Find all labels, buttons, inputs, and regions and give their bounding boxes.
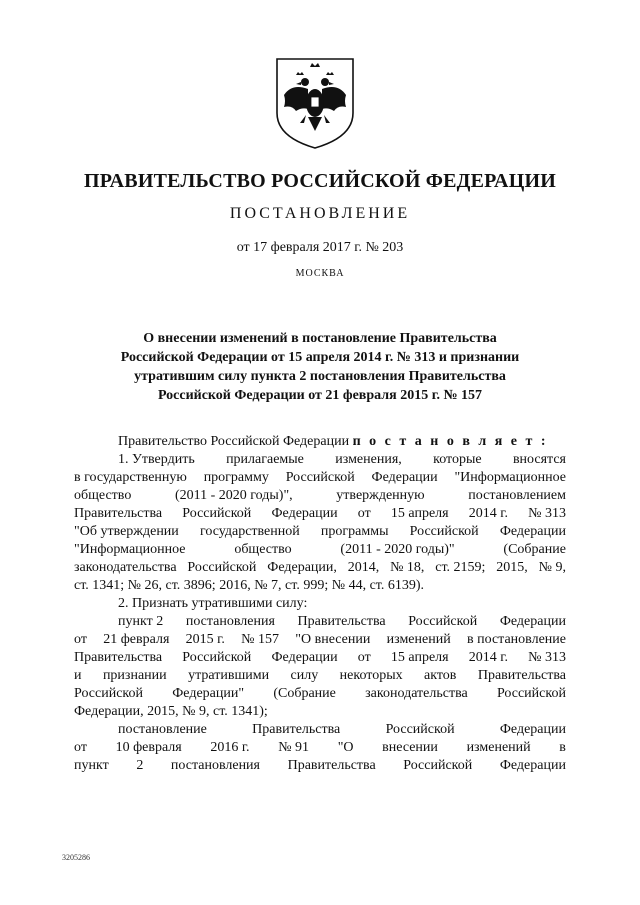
body-word: общество	[234, 542, 292, 557]
body-word: от	[357, 650, 371, 665]
body-word: постановление	[118, 722, 207, 737]
body-word: вносятся	[512, 452, 566, 467]
body-word: Российской	[182, 650, 252, 665]
body-word: Правительства	[74, 650, 163, 665]
body-word: постановлением	[468, 488, 566, 503]
body-word: утвержденную	[336, 488, 425, 503]
body-word: 1. Утвердить	[118, 452, 195, 467]
body-word: Федерации	[499, 524, 566, 539]
body-word: программы	[320, 524, 389, 539]
body-word: № 9,	[538, 560, 566, 575]
document-type: ПОСТАНОВЛЕНИЕ	[229, 205, 411, 222]
body-word: изменений	[466, 740, 531, 755]
coat-of-arms-emblem	[272, 55, 358, 151]
body-word: общество	[74, 488, 132, 503]
body-line	[74, 469, 566, 487]
body-word: Федерации	[499, 722, 566, 737]
body-word: Российской	[285, 470, 355, 485]
body-word: Федерации"	[172, 686, 245, 701]
body-word: ст. 2159;	[435, 560, 486, 575]
body-word: Российской	[409, 524, 479, 539]
body-line	[74, 451, 566, 469]
body-word: 2016 г.	[210, 740, 250, 755]
body-word: Федерации	[371, 470, 438, 485]
body-word: Федерации	[499, 758, 566, 773]
body-word: "О	[337, 740, 354, 755]
body-word: Федерации,	[267, 560, 337, 575]
subject-line: О внесении изменений в постановление Правительства	[143, 331, 497, 346]
preamble-text: Правительство Российской Федерации	[118, 434, 350, 449]
body-word: изменения,	[335, 452, 402, 467]
body-word: № 91	[278, 740, 310, 755]
body-word: Правительства	[252, 722, 341, 737]
body-word: постановления	[170, 758, 260, 773]
body-word: 2. Признать утратившими силу:	[118, 596, 308, 611]
body-word: актов	[424, 668, 457, 683]
body-word: № 313	[528, 506, 566, 521]
body-word: 15 апреля	[390, 650, 449, 665]
body-line	[74, 577, 566, 595]
body-line	[74, 739, 566, 757]
preamble-emphasis: п о с т а н о в л я е т :	[352, 434, 549, 449]
body-word: 21 февраля	[103, 632, 170, 647]
body-word: (2011 - 2020 годы)"	[340, 542, 455, 557]
body-line	[74, 595, 566, 613]
document-code: 3205286	[62, 853, 90, 862]
body-word: 10 февраля	[115, 740, 182, 755]
body-line	[74, 703, 566, 721]
body-word: в	[559, 740, 566, 755]
subject-line: Российской Федерации от 15 апреля 2014 г. № 313 и признании	[120, 350, 520, 365]
subject-line: Российской Федерации от 21 февраля 2015 г. № 157	[157, 388, 483, 403]
body-word: от	[357, 506, 371, 521]
body-word: пункт 2	[118, 614, 164, 629]
body-word: 15 апреля	[390, 506, 449, 521]
body-word: Российской	[187, 560, 257, 575]
body-word: (Собрание	[273, 686, 336, 701]
body-word: в государственную	[74, 470, 187, 485]
document-date-number: от 17 февраля 2017 г. № 203	[236, 240, 404, 255]
body-line	[74, 613, 566, 631]
body-word: Федерации, 2015, № 9, ст. 1341);	[74, 704, 268, 719]
body-line	[74, 721, 566, 739]
body-line	[74, 649, 566, 667]
body-line	[74, 541, 566, 559]
body-word: 2	[136, 758, 144, 773]
preamble-line	[74, 433, 566, 451]
government-title: ПРАВИТЕЛЬСТВО РОССИЙСКОЙ ФЕДЕРАЦИИ	[84, 170, 556, 192]
body-word: 2015,	[496, 560, 528, 575]
body-word: прилагаемые	[226, 452, 304, 467]
body-line	[74, 685, 566, 703]
body-word: Правительства	[74, 506, 163, 521]
body-word: Федерации	[271, 506, 338, 521]
body-line	[74, 523, 566, 541]
body-word: в постановление	[467, 632, 566, 647]
body-word: № 18,	[390, 560, 425, 575]
body-word: утратившими	[188, 668, 270, 683]
body-line	[74, 505, 566, 523]
body-word: законодательства	[74, 560, 177, 575]
body-word: ст. 1341; № 26, ст. 3896; 2016, № 7, ст. 999; № 44, ст. 6139).	[74, 578, 425, 593]
body-word: силу	[290, 668, 319, 683]
body-word: Российской	[403, 758, 473, 773]
body-word: "О внесении	[295, 632, 371, 647]
subject-line: утратившим силу пункта 2 постановления Правительства	[134, 369, 506, 384]
body-word: "Информационное	[454, 470, 566, 485]
body-word: и	[74, 668, 82, 683]
body-word: некоторых	[339, 668, 403, 683]
body-word: пункт	[74, 758, 109, 773]
body-word: Российской	[408, 614, 478, 629]
body-word: 2014 г.	[468, 650, 508, 665]
body-word: Российской	[385, 722, 455, 737]
body-word: Федерации	[499, 614, 566, 629]
body-line	[74, 631, 566, 649]
body-word: Правительства	[297, 614, 386, 629]
body-line	[74, 487, 566, 505]
body-word: Российской	[182, 506, 252, 521]
body-word: "Об утверждении	[74, 524, 179, 539]
body-word: постановления	[185, 614, 275, 629]
body-word: которые	[433, 452, 482, 467]
body-word: внесении	[382, 740, 438, 755]
document-city: МОСКВА	[295, 268, 345, 279]
body-word: Правительства	[287, 758, 376, 773]
body-line	[74, 559, 566, 577]
body-word: изменений	[386, 632, 451, 647]
body-word: 2014,	[347, 560, 380, 575]
body-line	[74, 667, 566, 685]
body-word: № 313	[528, 650, 566, 665]
body-word: 2015 г.	[185, 632, 225, 647]
body-word: государственной	[199, 524, 300, 539]
body-word: "Информационное	[74, 542, 186, 557]
body-word: № 157	[241, 632, 279, 647]
body-word: от	[74, 632, 87, 647]
body-word: 2014 г.	[468, 506, 508, 521]
document-subject	[100, 329, 540, 405]
body-word: (2011 - 2020 годы)",	[174, 488, 293, 503]
body-word: Федерации	[271, 650, 338, 665]
body-word: Правительства	[477, 668, 566, 683]
body-word: законодательства	[365, 686, 468, 701]
body-word: от	[74, 740, 87, 755]
body-word: (Собрание	[503, 542, 566, 557]
document-body	[74, 433, 566, 775]
body-line	[74, 757, 566, 775]
body-word: программу	[203, 470, 269, 485]
body-word: Российской	[74, 686, 143, 701]
body-word: Российской	[496, 686, 566, 701]
body-word: признании	[102, 668, 167, 683]
